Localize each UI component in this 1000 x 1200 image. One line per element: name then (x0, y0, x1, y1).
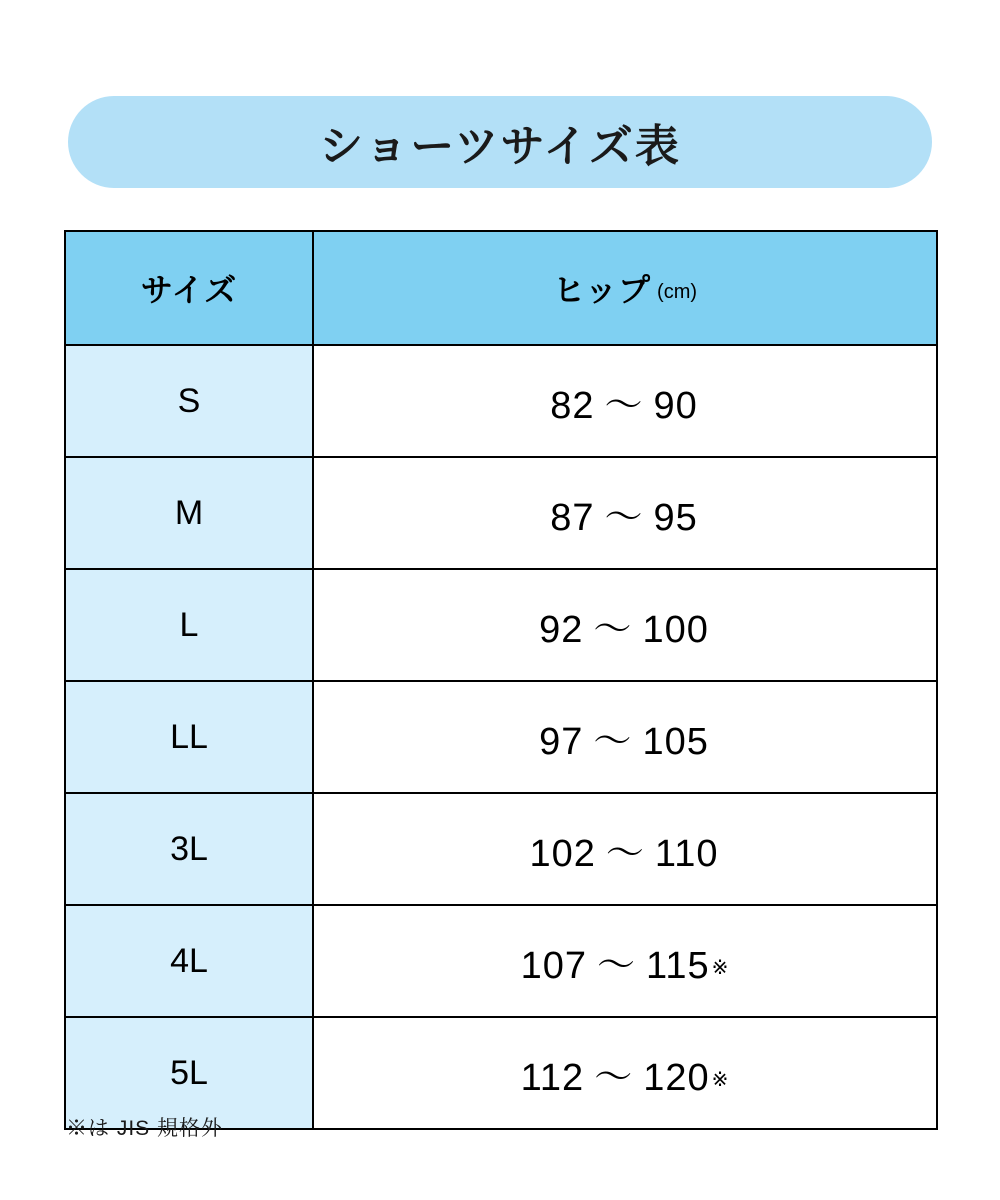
column-header-hip (313, 231, 937, 345)
hip-min: 112 (520, 1056, 585, 1099)
column-header-size: サイズ (65, 231, 313, 345)
range-separator: 〜 (604, 496, 644, 539)
cell-size: M (65, 457, 313, 569)
range-separator: 〜 (597, 944, 637, 987)
hip-max: 95 (653, 496, 698, 539)
table-row (65, 457, 937, 569)
cell-size: 3L (65, 793, 313, 905)
cell-hip (313, 793, 937, 905)
table-row (65, 681, 937, 793)
cell-size: 5L (65, 1017, 313, 1129)
hip-max: 110 (654, 832, 719, 875)
table-row (65, 793, 937, 905)
cell-hip (313, 569, 937, 681)
cell-hip (313, 1017, 937, 1129)
range-separator: 〜 (594, 1056, 634, 1099)
range-separator: 〜 (593, 720, 633, 763)
hip-min: 102 (529, 832, 596, 875)
footnote-mark: ※ (711, 956, 730, 979)
footnote-text: ※は JIS 規格外 (66, 1117, 224, 1140)
table-body (65, 345, 937, 1129)
page-title: ショーツサイズ表 (319, 122, 681, 171)
size-table (64, 230, 938, 1130)
hip-max: 120 (643, 1056, 710, 1099)
hip-min: 87 (550, 496, 595, 539)
hip-min: 107 (520, 944, 588, 987)
hip-max: 90 (653, 384, 698, 427)
hip-min: 82 (550, 384, 595, 427)
range-separator: 〜 (593, 608, 633, 651)
hip-max: 100 (642, 608, 709, 651)
range-separator: 〜 (604, 384, 644, 427)
footnote-mark: ※ (711, 1068, 730, 1091)
page-title-banner (68, 96, 932, 188)
hip-max: 115 (646, 944, 710, 987)
hip-min: 92 (539, 608, 584, 651)
cell-size: 4L (65, 905, 313, 1017)
cell-hip (313, 457, 937, 569)
cell-size: S (65, 345, 313, 457)
cell-hip (313, 905, 937, 1017)
table-header (65, 231, 937, 345)
table-header-row (65, 231, 937, 345)
range-separator: 〜 (605, 832, 645, 875)
column-header-hip-unit: (cm) (657, 281, 698, 304)
table-row (65, 905, 937, 1017)
table-row (65, 345, 937, 457)
hip-min: 97 (539, 720, 584, 763)
hip-max: 105 (642, 720, 709, 763)
cell-hip (313, 345, 937, 457)
table-row (65, 569, 937, 681)
cell-hip (313, 681, 937, 793)
column-header-hip-label: ヒップ (552, 272, 652, 308)
cell-size: LL (65, 681, 313, 793)
cell-size: L (65, 569, 313, 681)
